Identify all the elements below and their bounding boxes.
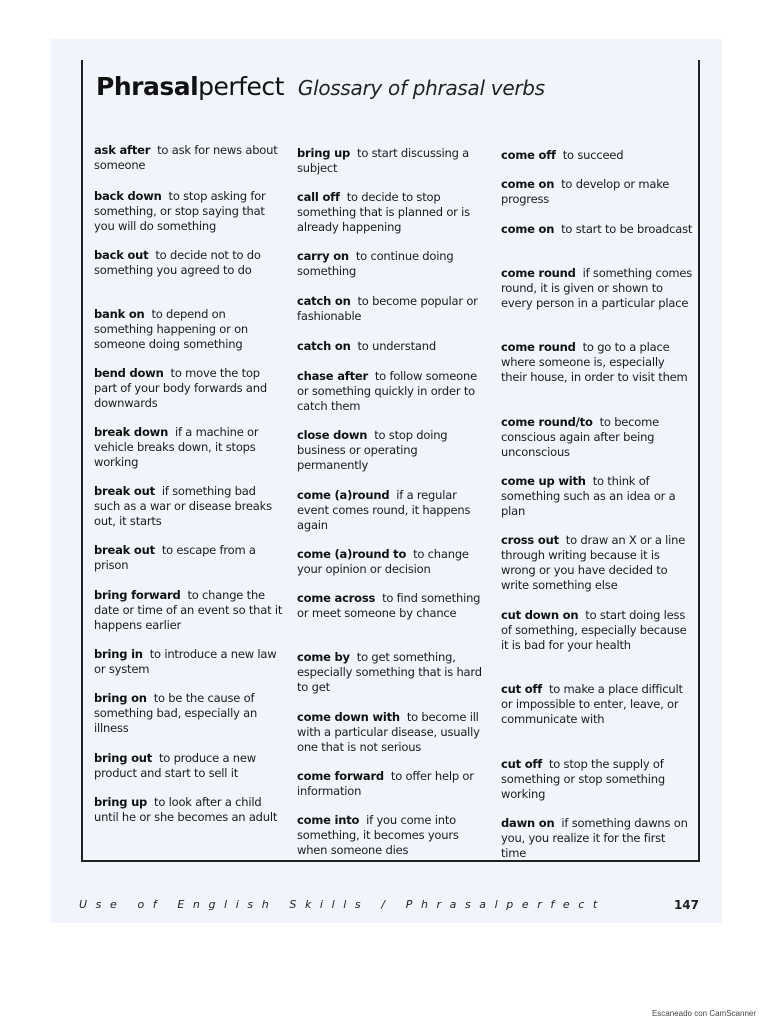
glossary-entry xyxy=(94,248,284,278)
footer-text: Use of English Skills / Phrasalperfect xyxy=(79,898,606,911)
entry-definition: to decide to stop something that is planned or is already happening xyxy=(297,190,470,234)
glossary-entry xyxy=(94,143,284,173)
glossary-entry xyxy=(501,757,693,802)
page-title xyxy=(96,72,284,101)
entry-definition: to be the cause of something bad, especially an illness xyxy=(94,691,258,735)
entry-term: bring out xyxy=(94,751,153,765)
entry-definition: to introduce a new law or system xyxy=(94,647,277,676)
entry-definition: to make a place difficult or impossible to enter, leave, or communicate with xyxy=(501,682,683,726)
entry-term: bring up xyxy=(94,795,148,809)
entry-definition: to find something or meet someone by chance xyxy=(297,591,481,620)
entry-term: cut off xyxy=(501,682,543,696)
glossary-entry xyxy=(297,547,489,577)
glossary-entry xyxy=(94,751,284,781)
entry-definition: to draw an X or a line through writing because it is wrong or you have decided to write something else xyxy=(501,533,686,592)
glossary-entry xyxy=(501,533,693,593)
entry-term: come (a)round to xyxy=(297,547,407,561)
glossary-entry xyxy=(94,189,284,234)
entry-definition: to become popular or fashionable xyxy=(297,294,478,323)
entry-term: bring in xyxy=(94,647,143,661)
entry-term: come on xyxy=(501,177,555,191)
entry-definition: to develop or make progress xyxy=(501,177,670,206)
page-number: 147 xyxy=(673,898,699,912)
glossary-entry xyxy=(297,813,489,858)
glossary-entry xyxy=(501,340,693,385)
entry-definition: to offer help or information xyxy=(297,769,474,798)
glossary-entry xyxy=(94,543,284,573)
entry-term: ask after xyxy=(94,143,151,157)
glossary-entry xyxy=(501,474,693,519)
page-footer xyxy=(79,898,699,918)
entry-definition: to move the top part of your body forwards and downwards xyxy=(94,366,267,410)
glossary-entry xyxy=(94,647,284,677)
glossary-entry xyxy=(94,425,284,470)
title-bold: Phrasal xyxy=(96,72,199,101)
entry-term: catch on xyxy=(297,339,351,353)
entry-definition: if a machine or vehicle breaks down, it stops working xyxy=(94,425,259,469)
glossary-entry xyxy=(297,591,489,621)
glossary-entry xyxy=(94,307,284,352)
entry-definition: if something bad such as a war or disease breaks out, it starts xyxy=(94,484,272,528)
entry-term: come on xyxy=(501,222,555,236)
glossary-entry xyxy=(94,588,284,633)
entry-term: come (a)round xyxy=(297,488,390,502)
entry-term: break down xyxy=(94,425,169,439)
glossary-entry xyxy=(501,816,693,861)
entry-definition: to succeed xyxy=(562,148,624,162)
entry-definition: to decide not to do something you agreed to do xyxy=(94,248,261,277)
entry-term: come by xyxy=(297,650,350,664)
entry-term: come round xyxy=(501,340,576,354)
glossary-entry xyxy=(94,366,284,411)
glossary-entry xyxy=(297,294,489,324)
entry-term: carry on xyxy=(297,249,349,263)
page-subtitle: Glossary of phrasal verbs xyxy=(297,76,545,100)
entry-definition: to stop asking for something, or stop saying that you will do something xyxy=(94,189,266,233)
entry-definition: to produce a new product and start to sell it xyxy=(94,751,256,780)
glossary-entry xyxy=(501,682,693,727)
entry-definition: to start to be broadcast xyxy=(561,222,693,236)
entry-term: come into xyxy=(297,813,360,827)
entry-term: close down xyxy=(297,428,368,442)
entry-term: bring forward xyxy=(94,588,181,602)
entry-definition: if a regular event comes round, it happens again xyxy=(297,488,471,532)
glossary-entry xyxy=(501,148,693,163)
entry-definition: to start discussing a subject xyxy=(297,146,470,175)
glossary-entry xyxy=(297,488,489,533)
entry-definition: if you come into something, it becomes yours when someone dies xyxy=(297,813,459,857)
entry-definition: to depend on something happening or on someone doing something xyxy=(94,307,249,351)
entry-definition: to change your opinion or decision xyxy=(297,547,469,576)
entry-term: come across xyxy=(297,591,376,605)
entry-definition: to follow someone or something quickly in order to catch them xyxy=(297,369,477,413)
entry-term: dawn on xyxy=(501,816,555,830)
entry-definition: to ask for news about someone xyxy=(94,143,278,172)
entry-definition: to stop the supply of something or stop something working xyxy=(501,757,665,801)
glossary-entry xyxy=(297,428,489,473)
entry-term: come off xyxy=(501,148,556,162)
entry-term: bank on xyxy=(94,307,145,321)
entry-term: chase after xyxy=(297,369,368,383)
glossary-entry xyxy=(501,608,693,653)
page-header xyxy=(96,72,696,116)
entry-term: back down xyxy=(94,189,162,203)
glossary-entry xyxy=(501,266,693,311)
glossary-entry xyxy=(297,710,489,755)
glossary-entry xyxy=(94,691,284,736)
entry-term: cross out xyxy=(501,533,559,547)
glossary-entry xyxy=(501,415,693,460)
entry-term: bend down xyxy=(94,366,164,380)
glossary-entry xyxy=(297,650,489,695)
entry-definition: to understand xyxy=(357,339,436,353)
title-regular: perfect xyxy=(198,72,284,101)
entry-term: break out xyxy=(94,484,155,498)
entry-term: bring on xyxy=(94,691,147,705)
entry-definition: to get something, especially something that is hard to get xyxy=(297,650,482,694)
glossary-entry xyxy=(94,795,284,825)
entry-term: come up with xyxy=(501,474,586,488)
entry-term: come forward xyxy=(297,769,384,783)
entry-definition: to become ill with a particular disease, usually one that is not serious xyxy=(297,710,480,754)
entry-term: come round/to xyxy=(501,415,593,429)
glossary-entry xyxy=(297,769,489,799)
entry-term: cut down on xyxy=(501,608,579,622)
glossary-entry xyxy=(297,249,489,279)
entry-definition: to change the date or time of an event so that it happens earlier xyxy=(94,588,283,632)
glossary-entry xyxy=(297,146,489,176)
scanner-watermark: Escaneado con CamScanner xyxy=(651,1009,756,1018)
glossary-entry xyxy=(297,190,489,235)
entry-definition: to stop doing business or operating permanently xyxy=(297,428,448,472)
glossary-entry xyxy=(501,222,693,237)
entry-definition: to escape from a prison xyxy=(94,543,256,572)
entry-term: back out xyxy=(94,248,149,262)
entry-definition: if something comes round, it is given or shown to every person in a particular place xyxy=(501,266,693,310)
entry-definition: to start doing less of something, especially because it is bad for your health xyxy=(501,608,687,652)
entry-definition: to go to a place where someone is, especially their house, in order to visit them xyxy=(501,340,688,384)
entry-definition: if something dawns on you, you realize it for the first time xyxy=(501,816,688,860)
entry-definition: to look after a child until he or she becomes an adult xyxy=(94,795,278,824)
glossary-entry xyxy=(297,339,489,354)
entry-term: call off xyxy=(297,190,340,204)
entry-term: come round xyxy=(501,266,576,280)
glossary-entry xyxy=(297,369,489,414)
glossary-entry xyxy=(501,177,693,207)
entry-definition: to think of something such as an idea or a plan xyxy=(501,474,676,518)
glossary-entry xyxy=(94,484,284,529)
entry-definition: to continue doing something xyxy=(297,249,454,278)
entry-term: bring up xyxy=(297,146,351,160)
entry-term: break out xyxy=(94,543,155,557)
entry-definition: to become conscious again after being unconscious xyxy=(501,415,660,459)
entry-term: cut off xyxy=(501,757,543,771)
entry-term: come down with xyxy=(297,710,400,724)
entry-term: catch on xyxy=(297,294,351,308)
